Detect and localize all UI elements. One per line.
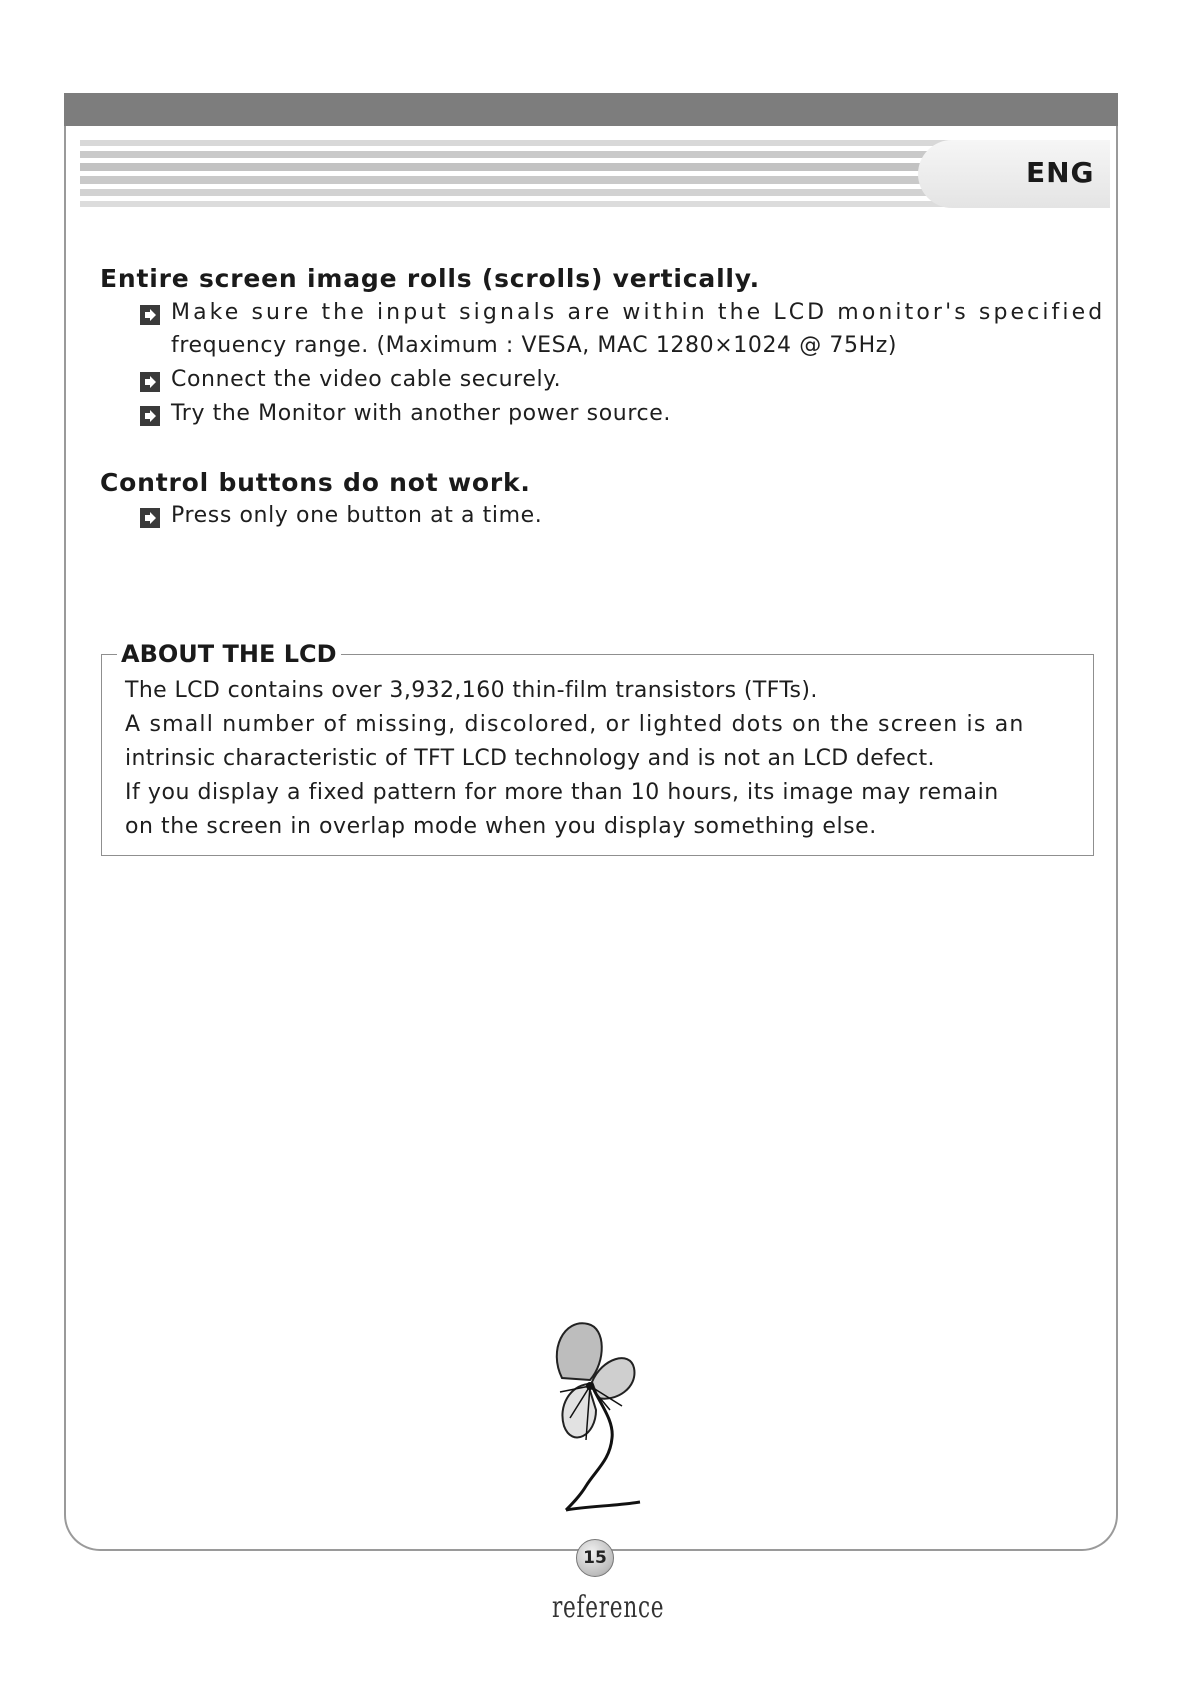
- about-lcd-title: ABOUT THE LCD: [117, 640, 341, 668]
- page-number-badge: 15: [576, 1539, 614, 1577]
- bullet-text: Make sure the input signals are within the LCD monitor's specified: [171, 300, 1106, 325]
- arrow-bullet-icon: [140, 372, 160, 392]
- section-title-controls: Control buttons do not work.: [100, 468, 531, 497]
- about-lcd-line: A small number of missing, discolored, or lighted dots on the screen is an: [125, 712, 1025, 737]
- about-lcd-line: If you display a fixed pattern for more than 10 hours, its image may remain: [125, 780, 999, 805]
- bullet-text: Connect the video cable securely.: [171, 367, 562, 392]
- bullet-text: Try the Monitor with another power source.: [171, 401, 671, 426]
- header-bar: [64, 93, 1118, 126]
- bullet-text-continued: frequency range. (Maximum : VESA, MAC 1280×1024 @ 75Hz): [171, 333, 898, 358]
- footer-section-word: reference: [552, 1590, 665, 1625]
- about-lcd-line: The LCD contains over 3,932,160 thin-film transistors (TFTs).: [125, 678, 818, 703]
- about-lcd-line: on the screen in overlap mode when you display something else.: [125, 814, 877, 839]
- bullet-text: Press only one button at a time.: [171, 503, 543, 528]
- section-title-scroll: Entire screen image rolls (scrolls) vertically.: [100, 264, 760, 293]
- flower-illustration-icon: [540, 1310, 660, 1520]
- arrow-bullet-icon: [140, 508, 160, 528]
- about-lcd-line: intrinsic characteristic of TFT LCD technology and is not an LCD defect.: [125, 746, 935, 771]
- language-label: ENG: [1026, 156, 1095, 189]
- arrow-bullet-icon: [140, 305, 160, 325]
- arrow-bullet-icon: [140, 406, 160, 426]
